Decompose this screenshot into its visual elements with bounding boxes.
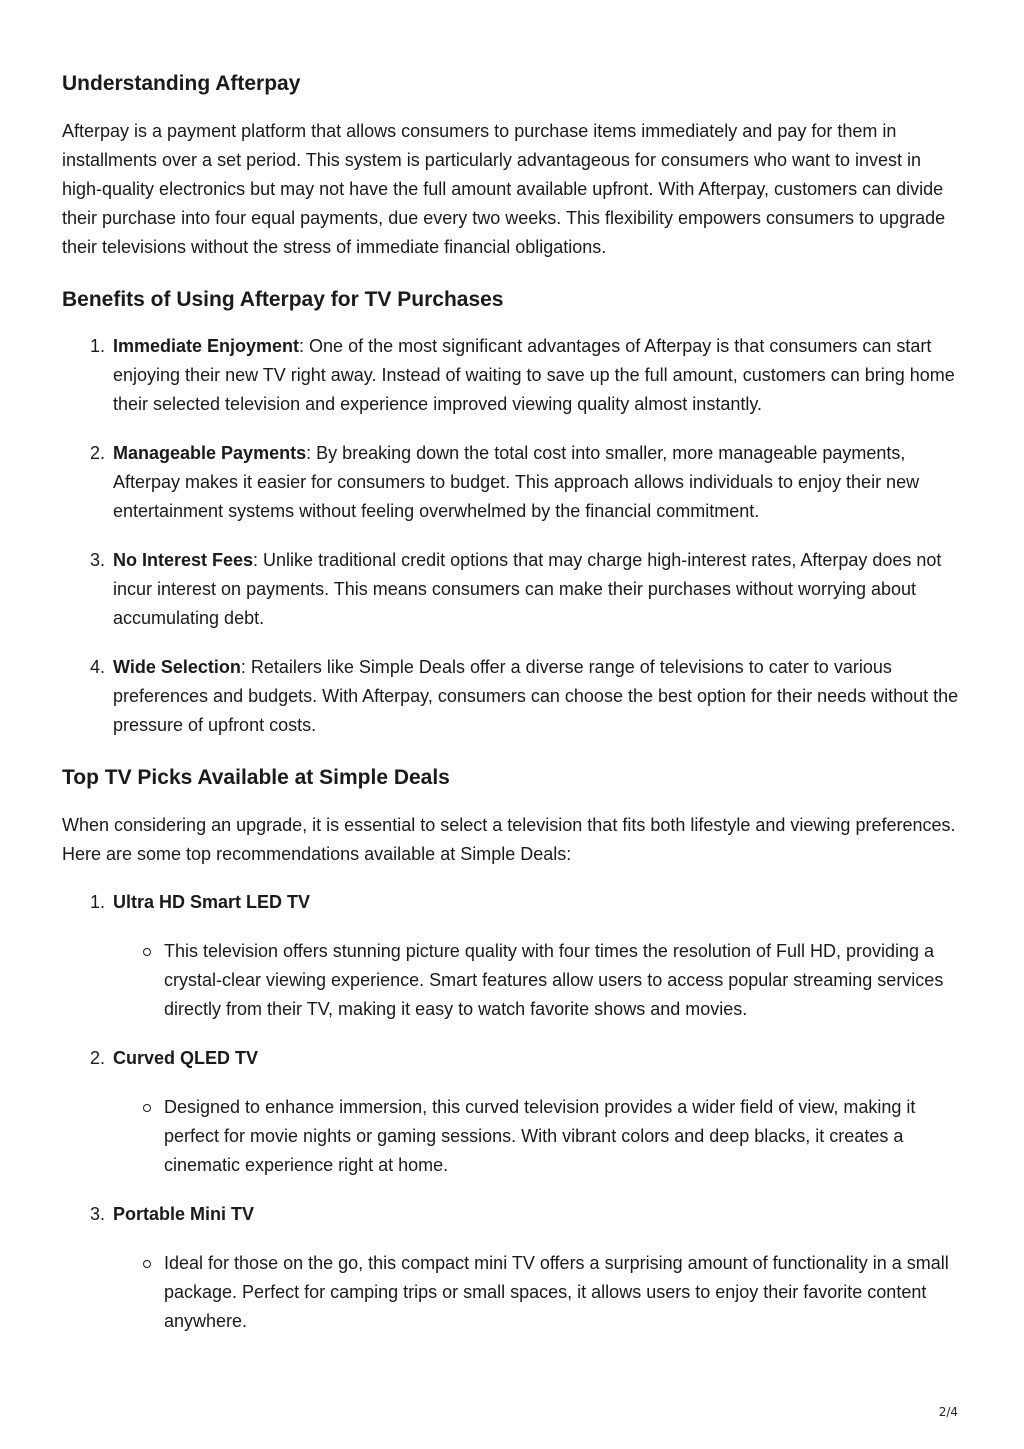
list-item [62,332,962,419]
section-heading-understanding-afterpay: Understanding Afterpay [62,72,301,95]
benefits-list [62,332,962,740]
list-number: 2. [90,443,106,463]
list-item [62,1200,962,1336]
list-item-term: Manageable Payments [113,443,307,463]
list-item [62,888,962,1024]
pick-description-text: This television offers stunning picture quality with four times the resolution of Full HD, providing a crystal-clear viewing experience. Smart features allow users to access popular streaming services directly from their TV, making it easy to watch favorite shows and movies. [164,941,944,1019]
list-number: 2. [90,1048,106,1068]
pick-description [113,1249,962,1336]
list-number: 3. [90,1204,106,1224]
pick-title: Curved QLED TV [113,1048,259,1068]
list-number: 1. [90,336,106,356]
section-paragraph: Afterpay is a payment platform that allows consumers to purchase items immediately and pay for them in installments over a set period. This system is particularly advantageous for consumers who want to invest in high-quality electronics but may not have the full amount available upfront. With Afterpay, customers can divide their purchase into four equal payments, due every two weeks. This flexibility empowers consumers to upgrade their televisions without the stress of immediate financial obligations. [62,121,946,257]
circle-bullet-icon [143,1260,151,1268]
pick-title: Portable Mini TV [113,1204,255,1224]
pick-description-text: Ideal for those on the go, this compact mini TV offers a surprising amount of functionality in a small package. Perfect for camping trips or small spaces, it allows users to enjoy their favorite content anywhere. [164,1253,949,1331]
page-number: 2/4 [938,1405,958,1419]
section-heading-benefits: Benefits of Using Afterpay for TV Purchases [62,288,504,311]
list-item-term: Immediate Enjoyment [113,336,300,356]
pick-title: Ultra HD Smart LED TV [113,892,311,912]
pick-description [113,937,962,1024]
list-item-text: : By breaking down the total cost into smaller, more manageable payments, Afterpay makes it easier for consumers to budget. This approach allows individuals to enjoy their new entertainment systems without feeling overwhelmed by the financial commitment. [113,443,920,521]
list-item-text: : Retailers like Simple Deals offer a diverse range of televisions to cater to various preferences and budgets. With Afterpay, consumers can choose the best option for their needs without the pressure of upfront costs. [113,657,959,735]
tv-picks-list [62,888,962,1336]
list-item [62,546,962,633]
list-item-term: No Interest Fees [113,550,254,570]
pick-description-text: Designed to enhance immersion, this curved television provides a wider field of view, making it perfect for movie nights or gaming sessions. With vibrant colors and deep blacks, it creates a cinematic experience right at home. [164,1097,916,1175]
document-page [62,66,962,1356]
circle-bullet-icon [143,948,151,956]
list-item-text: : Unlike traditional credit options that may charge high-interest rates, Afterpay does not incur interest on payments. This means consumers can make their purchases without worrying about accumulating debt. [113,550,942,628]
list-item-text: : One of the most significant advantages of Afterpay is that consumers can start enjoying their new TV right away. Instead of waiting to save up the full amount, customers can bring home their selected television and experience improved viewing quality almost instantly. [113,336,955,414]
list-item [62,439,962,526]
circle-bullet-icon [143,1104,151,1112]
list-item [62,653,962,740]
list-number: 4. [90,657,106,677]
list-item-term: Wide Selection [113,657,241,677]
section-heading-top-tv-picks: Top TV Picks Available at Simple Deals [62,766,450,789]
list-number: 3. [90,550,106,570]
list-item [62,1044,962,1180]
list-number: 1. [90,892,106,912]
pick-description [113,1093,962,1180]
section-paragraph: When considering an upgrade, it is essential to select a television that fits both lifestyle and viewing preferences. Here are some top recommendations available at Simple Deals: [62,815,956,864]
